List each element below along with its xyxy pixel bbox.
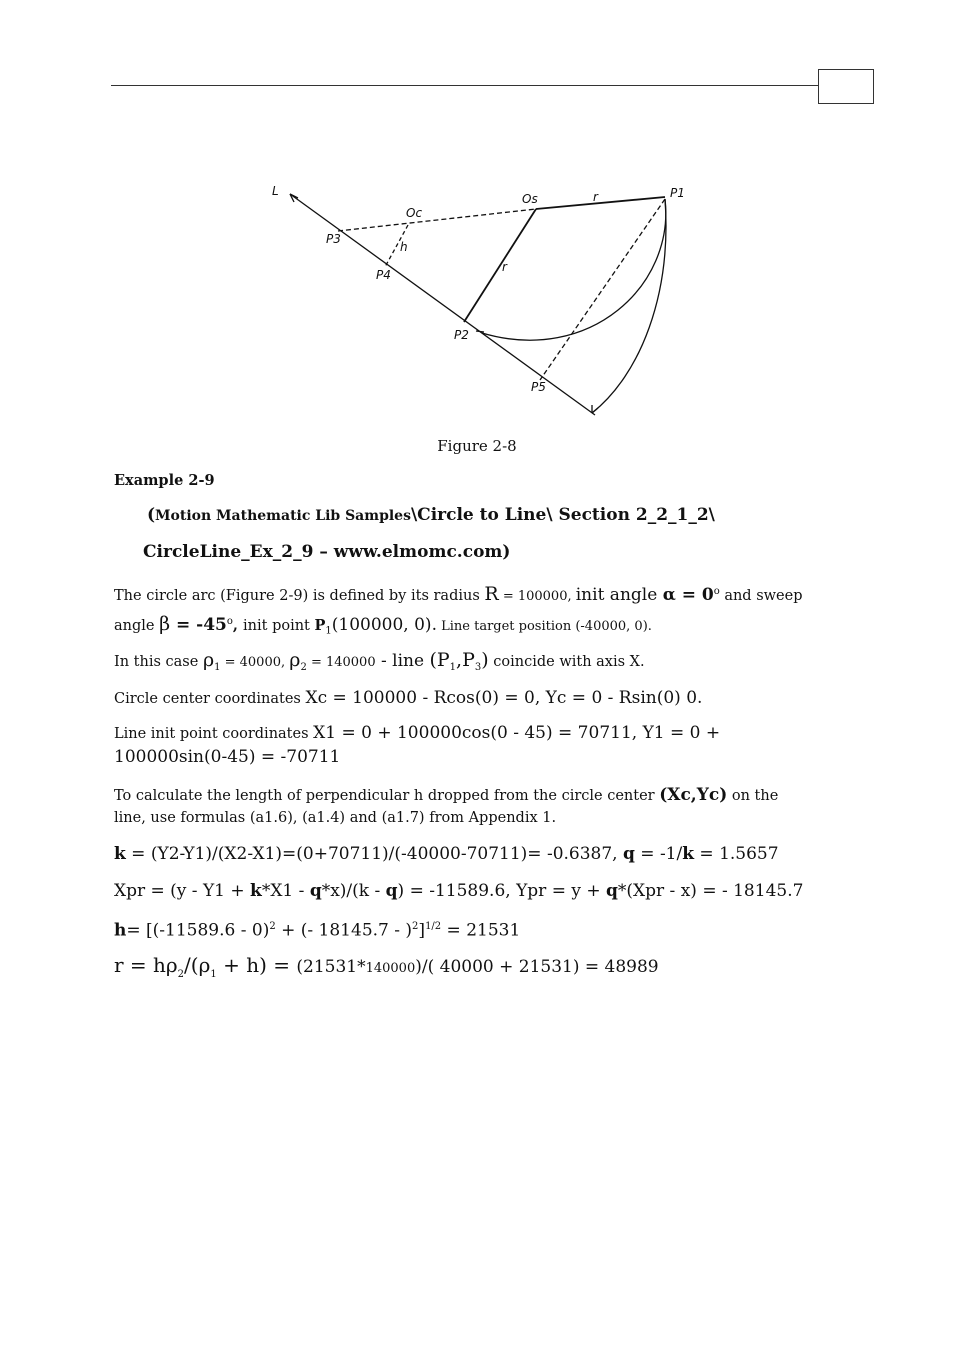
label-h: h <box>400 240 408 254</box>
example-reference-line1 <box>147 505 715 525</box>
label-p3: P3 <box>326 232 341 246</box>
figure-2-8 <box>260 175 700 425</box>
paragraph-rho: In this case $\rho_1 = 40000$, $\rho_2 = 140000$ - line $(P_1,P_3)$ coincide with axis X. <box>114 649 645 673</box>
equation-r: $r = h\rho_2/(\rho_1 + h) = (21531*140000)/$( 40000 + 21531) = 48989 <box>114 953 659 980</box>
label-p1: P1 <box>670 186 685 200</box>
example-title: Example 2-9 <box>114 472 215 489</box>
arc-p1-target <box>592 199 666 413</box>
label-os: Os <box>522 192 538 206</box>
equation-k-q: k = (Y2-Y1)/(X2-X1)=(0+70711)/(-40000-70711)= -0.6387, q = -1/k = 1.5657 <box>114 844 779 864</box>
label-p4: P4 <box>376 268 391 282</box>
header-rule <box>111 85 819 86</box>
dashed-p1-p5 <box>540 199 665 380</box>
label-oc: Oc <box>406 206 423 220</box>
paragraph-circle-center: Circle center coordinates Xc = 100000 - Rcos(0) = 0, Yc = 0 - Rsin(0) 0. <box>114 688 703 708</box>
line-l <box>290 194 595 415</box>
radius-os-p2 <box>464 209 536 322</box>
label-p2: P2 <box>454 328 469 342</box>
ref-lib-name: Motion Mathematic Lib Samples <box>155 508 411 524</box>
label-p5: P5 <box>531 380 546 394</box>
example-reference-line2: CircleLine_Ex_2_9 – www.elmomc.com) <box>143 542 511 562</box>
label-r1: r <box>593 190 598 204</box>
equation-h: h= [(-11589.6 - 0)$^2$ + (- 18145.7 - )$^2$]$^{1/2}$ = 21531 <box>114 920 521 941</box>
circle-line-diagram <box>260 175 700 425</box>
figure-caption: Figure 2-8 <box>437 437 517 455</box>
ref-paren: ( <box>147 505 156 525</box>
paragraph-arc-definition: The circle arc (Figure 2-9) is defined by its radius R = 100000, init angle $\alpha = 0^o$ and sweep angle $\beta = -45^o$, init point $P_1(100000$, 0). Line target position (-40000, 0). <box>114 582 803 637</box>
label-l: L <box>272 184 279 198</box>
page-number-box <box>818 69 874 104</box>
arc-arrowhead-b <box>592 408 598 413</box>
dashed-p3-os <box>338 209 536 231</box>
small-arc-arrowhead <box>476 331 484 332</box>
paragraph-line-init: Line init point coordinates X1 = 0 + 100000cos(0 - 45) = 70711, Y1 = 0 + 100000sin(0-45) = -70711 <box>114 723 721 767</box>
ref-path: \Circle to Line\ Section 2_2_1_2\ <box>410 505 715 525</box>
arc-p1-p2 <box>482 199 666 340</box>
radius-os-p1 <box>536 197 665 209</box>
label-r2: r <box>502 260 507 274</box>
paragraph-perpendicular: To calculate the length of perpendicular h dropped from the circle center (Xc,Yc) on the line, use formulas (a1.6), (a1.4) and (a1.7) from Appendix 1. <box>114 785 779 826</box>
equation-xpr-ypr: Xpr = (y - Y1 + k*X1 - q*x)/(k - q) = -11589.6, Ypr = y + q*(Xpr - x) = - 18145.7 <box>114 881 804 901</box>
